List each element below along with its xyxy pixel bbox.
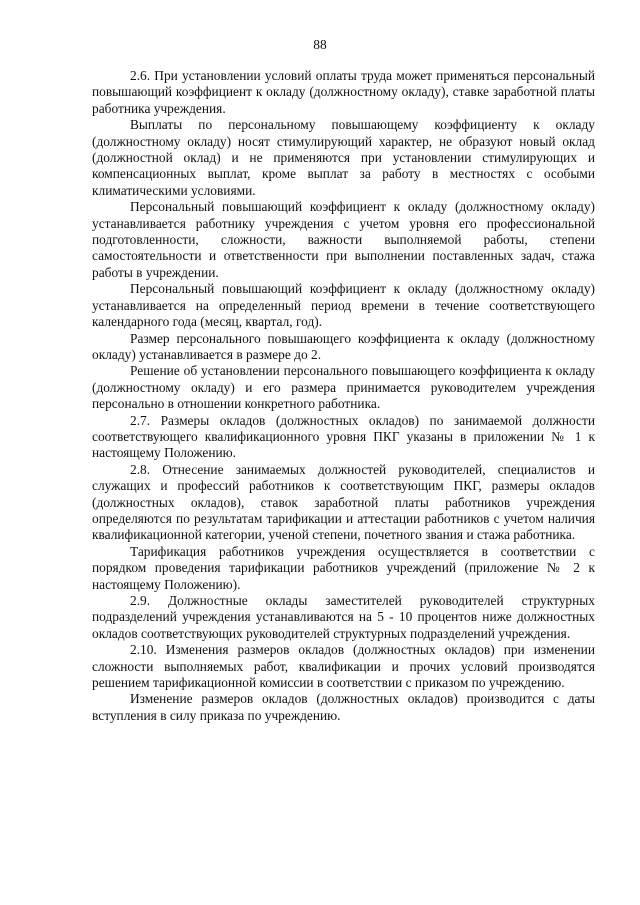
paragraph-2-10: 2.10. Изменения размеров окладов (должностных окладов) при изменении сложности выполняемых работ, квалификации и прочих условий производятся решением тарификационной комиссии в соответствии с приказом по учреждению. bbox=[92, 642, 595, 691]
document-body bbox=[92, 68, 595, 724]
paragraph-coefficient-size: Размер персонального повышающего коэффициента к окладу (должностному окладу) устанавливается в размере до 2. bbox=[92, 330, 595, 362]
paragraph-coefficient-period: Персональный повышающий коэффициент к окладу (должностному окладу) устанавливается на определенный период времени в течение соответствующего календарного года (месяц, квартал, год). bbox=[92, 281, 595, 330]
paragraph-coefficient-decision: Решение об установлении персонального повышающего коэффициента к окладу (должностному окладу) и его размера принимается руководителем учреждения персонально в отношении конкретного работника. bbox=[92, 363, 595, 412]
paragraph-2-8: 2.8. Отнесение занимаемых должностей руководителей, специалистов и служащих и профессий работников к соответствующим ПКГ, размеры окладов (должностных окладов), ставок заработной платы работников учреждения определяются по результатам тарификации и аттестации работников с учетом наличия квалификационной категории, ученой степени, почетного звания и стажа работника. bbox=[92, 461, 595, 543]
paragraph-2-6: 2.6. При установлении условий оплаты труда может применяться персональный повышающий коэффициент к окладу (должностному окладу), ставке заработной платы работника учреждения. bbox=[92, 68, 595, 116]
paragraph-tariffication: Тарификация работников учреждения осуществляется в соответствии с порядком проведения тарификации работников учреждений (приложение № 2 к настоящему Положению). bbox=[92, 543, 595, 592]
paragraph-bonus-payments: Выплаты по персональному повышающему коэффициенту к окладу (должностному окладу) носят стимулирующий характер, не образуют новый оклад (должностной оклад) и не применяются при установлении стимулирующих и компенсационных выплат, кроме выплат за работу в местностях с особыми климатическими условиями. bbox=[92, 117, 595, 198]
paragraph-salary-change-date: Изменение размеров окладов (должностных окладов) производится с даты вступления в силу приказа по учреждению. bbox=[92, 691, 595, 723]
paragraph-coefficient-criteria: Персональный повышающий коэффициент к окладу (должностному окладу) устанавливается работнику учреждения с учетом уровня его профессиональной подготовленности, сложности, важности выполняемой работы, степени самостоятельности и ответственности при выполнении поставленных задач, стажа работы в учреждении. bbox=[92, 199, 595, 280]
paragraph-2-9: 2.9. Должностные оклады заместителей руководителей структурных подразделений учреждения устанавливаются на 5 - 10 процентов ниже должностных окладов соответствующих руководителей структурных подразделений учреждения. bbox=[92, 593, 595, 641]
page-number: 88 bbox=[313, 37, 327, 52]
paragraph-2-7: 2.7. Размеры окладов (должностных окладов) по занимаемой должности соответствующего квалификационного уровня ПКГ указаны в приложении № 1 к настоящему Положению. bbox=[92, 412, 595, 461]
